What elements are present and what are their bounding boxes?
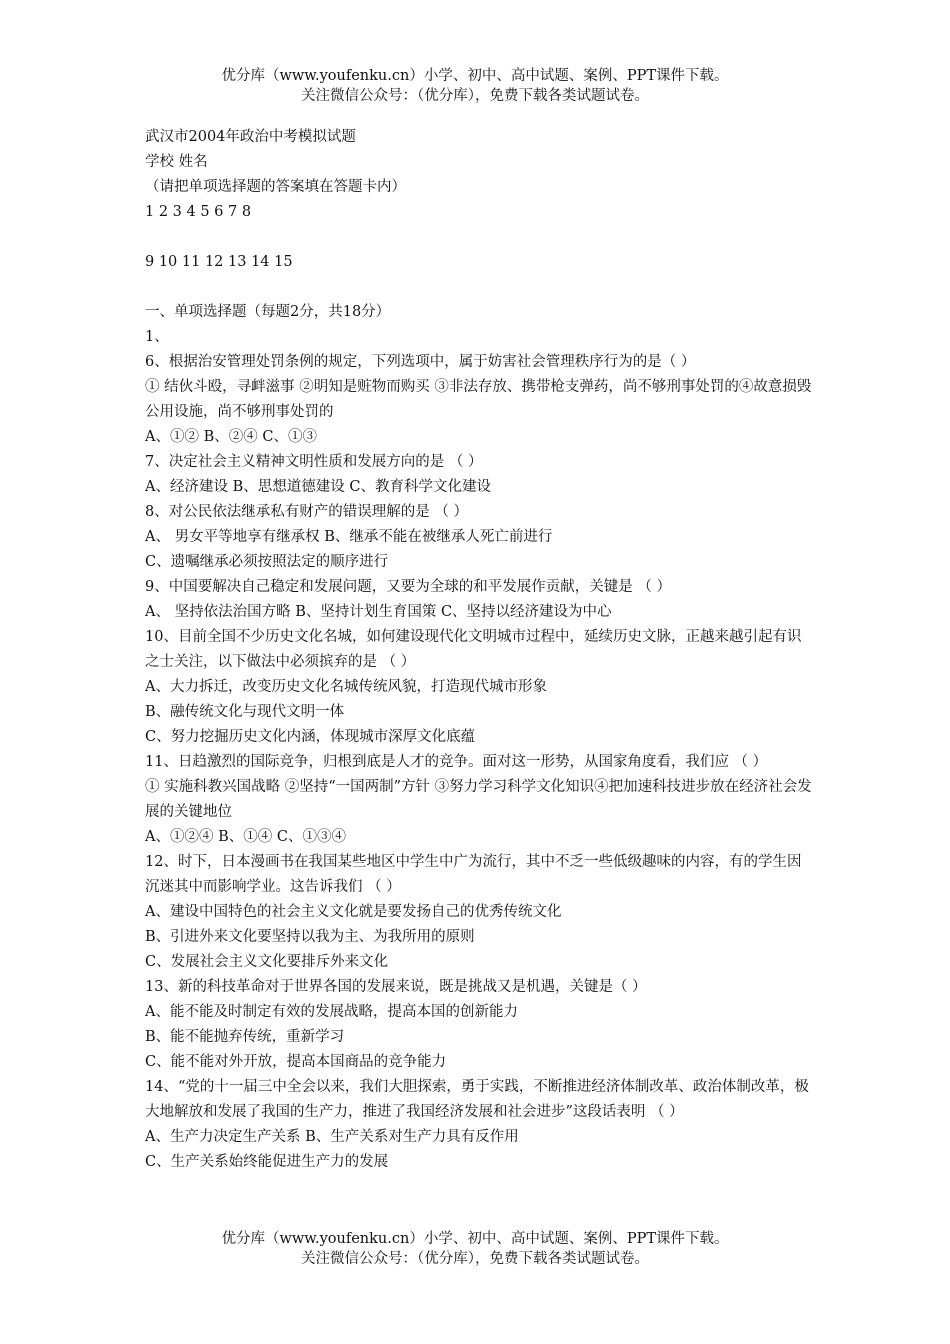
school-name-line: 学校 姓名 xyxy=(145,154,208,170)
question-8-options-ab: A、 男女平等地享有继承权 B、继承不能在被继承人死亡前进行 xyxy=(145,529,553,545)
doc-title: 武汉市2004年政治中考模拟试题 xyxy=(145,129,356,145)
page-header xyxy=(0,66,950,106)
page-footer xyxy=(0,1229,950,1269)
question-10-option-a: A、大力拆迁，改变历史文化名城传统风貌，打造现代城市形象 xyxy=(145,679,547,695)
question-7: 7、决定社会主义精神文明性质和发展方向的是 （ ） xyxy=(145,454,483,470)
question-6: 6、根据治安管理处罚条例的规定，下列选项中，属于妨害社会管理秩序行为的是（ ） xyxy=(145,354,696,370)
instruction: （请把单项选择题的答案填在答题卡内） xyxy=(145,179,406,195)
question-10-option-b: B、融传统文化与现代文明一体 xyxy=(145,704,345,720)
question-13-option-b: B、能不能抛弃传统，重新学习 xyxy=(145,1029,345,1045)
footer-line-1: 优分库（www.youfenku.cn）小学、初中、高中试题、案例、PPT课件下载。 xyxy=(221,1231,729,1247)
question-9-options: A、 坚持依法治国方略 B、坚持计划生育国策 C、坚持以经济建设为中心 xyxy=(145,604,612,620)
question-12: 12、时下，日本漫画书在我国某些地区中学生中广为流行，其中不乏一些低级趣味的内容，有的学生因沉迷其中而影响学业。这告诉我们 （ ） xyxy=(145,854,802,895)
header-line-2: 关注微信公众号：（优分库），免费下载各类试题试卷。 xyxy=(301,88,649,104)
question-8-option-c: C、遗嘱继承必须按照法定的顺序进行 xyxy=(145,554,389,570)
footer-line-2: 关注微信公众号：（优分库），免费下载各类试题试卷。 xyxy=(301,1251,649,1267)
question-8: 8、对公民依法继承私有财产的错误理解的是 （ ） xyxy=(145,504,468,520)
question-6-options: A、①② B、②④ C、①③ xyxy=(145,429,317,445)
question-14-options-ab: A、生产力决定生产关系 B、生产关系对生产力具有反作用 xyxy=(145,1129,519,1145)
question-10: 10、目前全国不少历史文化名城，如何建设现代化文明城市过程中，延续历史文脉，正越来越引起有识之士关注，以下做法中必须摈弃的是 （ ） xyxy=(145,629,802,670)
question-13-option-a: A、能不能及时制定有效的发展战略，提高本国的创新能力 xyxy=(145,1004,518,1020)
header-line-1: 优分库（www.youfenku.cn）小学、初中、高中试题、案例、PPT课件下载。 xyxy=(221,68,729,84)
question-12-option-a: A、建设中国特色的社会主义文化就是要发扬自己的优秀传统文化 xyxy=(145,904,562,920)
question-6-items: ① 结伙斗殴，寻衅滋事 ②明知是赃物而购买 ③非法存放、携带枪支弹药，尚不够刑事处罚的④故意损毁公用设施，尚不够刑事处罚的 xyxy=(145,379,812,420)
question-11-options: A、①②④ B、①④ C、①③④ xyxy=(145,829,346,845)
question-11-items: ① 实施科教兴国战略 ②坚持“一国两制”方针 ③努力学习科学文化知识④把加速科技进步放在经济社会发展的关键地位 xyxy=(145,779,812,820)
question-14-option-c: C、生产关系始终能促进生产力的发展 xyxy=(145,1154,389,1170)
question-12-option-b: B、引进外来文化要坚持以我为主、为我所用的原则 xyxy=(145,929,475,945)
question-12-option-c: C、发展社会主义文化要排斥外来文化 xyxy=(145,954,389,970)
question-1: 1、 xyxy=(145,329,169,345)
question-13-option-c: C、能不能对外开放，提高本国商品的竞争能力 xyxy=(145,1054,447,1070)
question-14: 14、“党的十一届三中全会以来，我们大胆探索，勇于实践，不断推进经济体制改革、政治体制改革，极大地解放和发展了我国的生产力，推进了我国经济发展和社会进步”这段话表明 （ ） xyxy=(145,1079,809,1120)
answer-grid-row-1: 1 2 3 4 5 6 7 8 xyxy=(145,204,252,220)
question-13: 13、新的科技革命对于世界各国的发展来说，既是挑战又是机遇，关键是（ ） xyxy=(145,979,647,995)
section-heading: 一、单项选择题（每题2分，共18分） xyxy=(145,304,391,320)
question-10-option-c: C、努力挖掘历史文化内涵，体现城市深厚文化底蕴 xyxy=(145,729,476,745)
document-body xyxy=(145,125,815,1175)
answer-grid-row-2: 9 10 11 12 13 14 15 xyxy=(145,254,293,270)
question-7-options: A、经济建设 B、思想道德建设 C、教育科学文化建设 xyxy=(145,479,491,495)
question-11: 11、日趋激烈的国际竞争，归根到底是人才的竞争。面对这一形势，从国家角度看，我们应 （ ） xyxy=(145,754,768,770)
question-9: 9、中国要解决自己稳定和发展问题，又要为全球的和平发展作贡献，关键是 （ ） xyxy=(145,579,671,595)
